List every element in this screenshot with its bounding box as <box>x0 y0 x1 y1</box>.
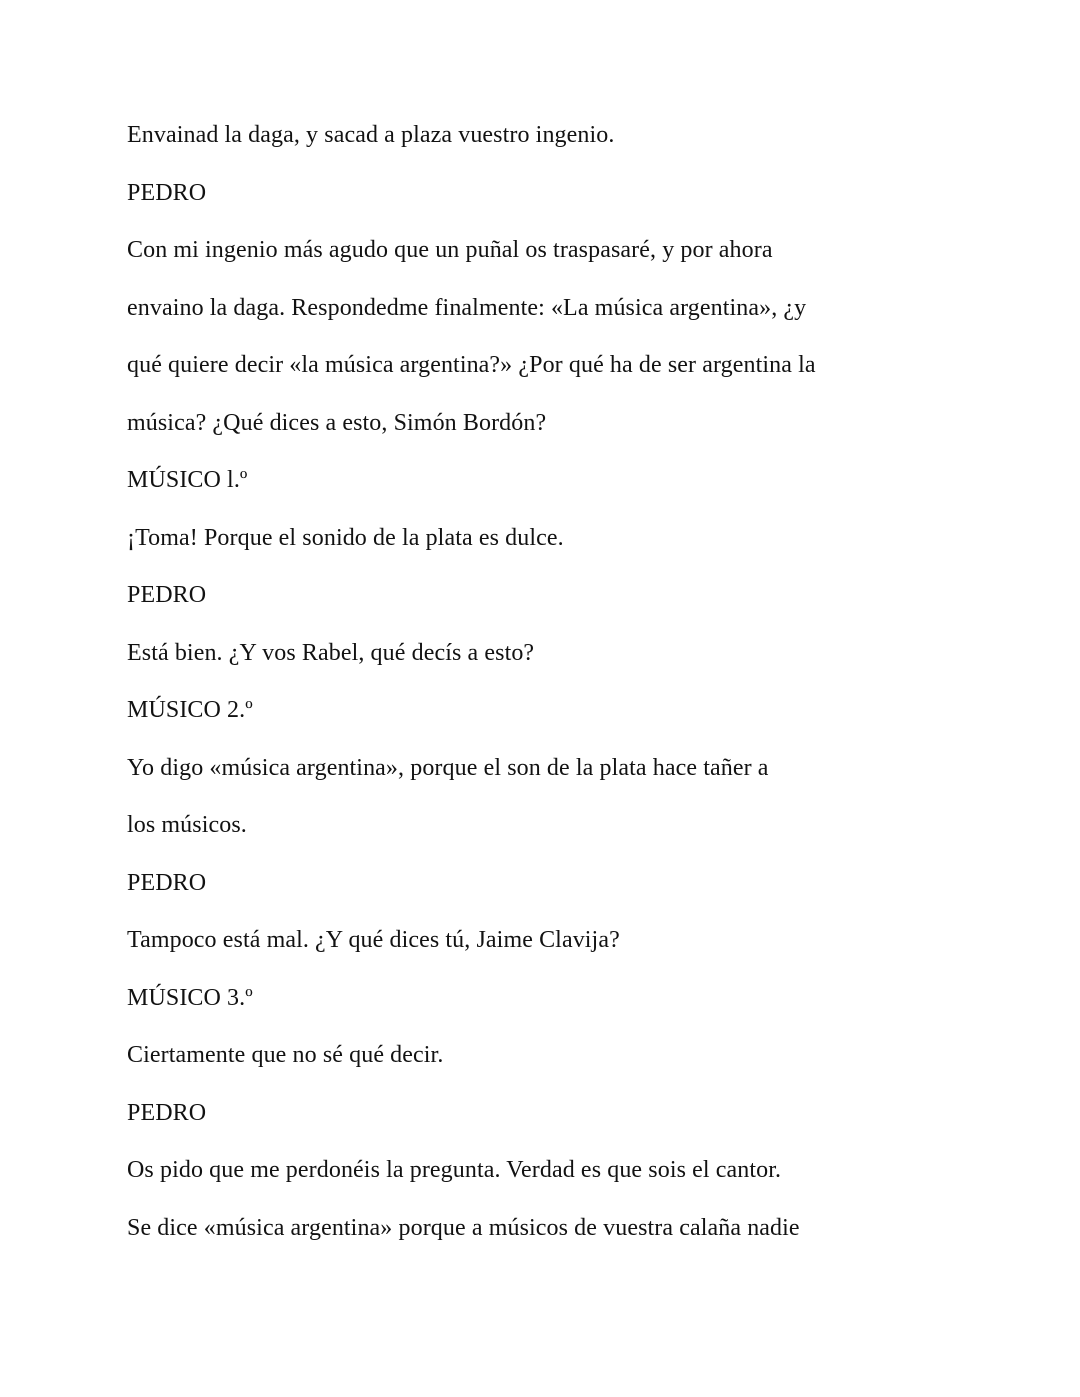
script-text-block <box>127 107 957 1257</box>
dialogue-line: ¡Toma! Porque el sonido de la plata es dulce. <box>127 524 564 551</box>
dialogue-line: Envainad la daga, y sacad a plaza vuestro ingenio. <box>127 122 615 148</box>
dialogue-line: los músicos. <box>127 812 247 838</box>
dialogue-line: Os pido que me perdonéis la pregunta. Verdad es que sois el cantor. <box>127 1157 782 1183</box>
dialogue-line: envaino la daga. Respondedme finalmente: «La música argentina», ¿y <box>127 294 807 321</box>
dialogue-line: qué quiere decir «la música argentina?» ¿Por qué ha de ser argentina la <box>127 352 816 378</box>
character-cue: PEDRO <box>127 869 207 896</box>
character-cue: MÚSICO 2.º <box>127 697 253 723</box>
character-cue: PEDRO <box>127 582 207 608</box>
dialogue-line: Está bien. ¿Y vos Rabel, qué decís a esto? <box>127 639 535 666</box>
character-cue: MÚSICO l.º <box>127 467 248 493</box>
dialogue-line: Se dice «música argentina» porque a músicos de vuestra calaña nadie <box>127 1214 800 1241</box>
character-cue: MÚSICO 3.º <box>127 984 253 1011</box>
character-cue: PEDRO <box>127 179 207 206</box>
dialogue-line: música? ¿Qué dices a esto, Simón Bordón? <box>127 409 547 436</box>
dialogue-line: Tampoco está mal. ¿Y qué dices tú, Jaime Clavija? <box>127 927 620 953</box>
dialogue-line: Yo digo «música argentina», porque el son de la plata hace tañer a <box>127 754 769 781</box>
dialogue-line: Ciertamente que no sé qué decir. <box>127 1042 444 1068</box>
dialogue-line: Con mi ingenio más agudo que un puñal os traspasaré, y por ahora <box>127 237 773 263</box>
character-cue: PEDRO <box>127 1099 207 1126</box>
